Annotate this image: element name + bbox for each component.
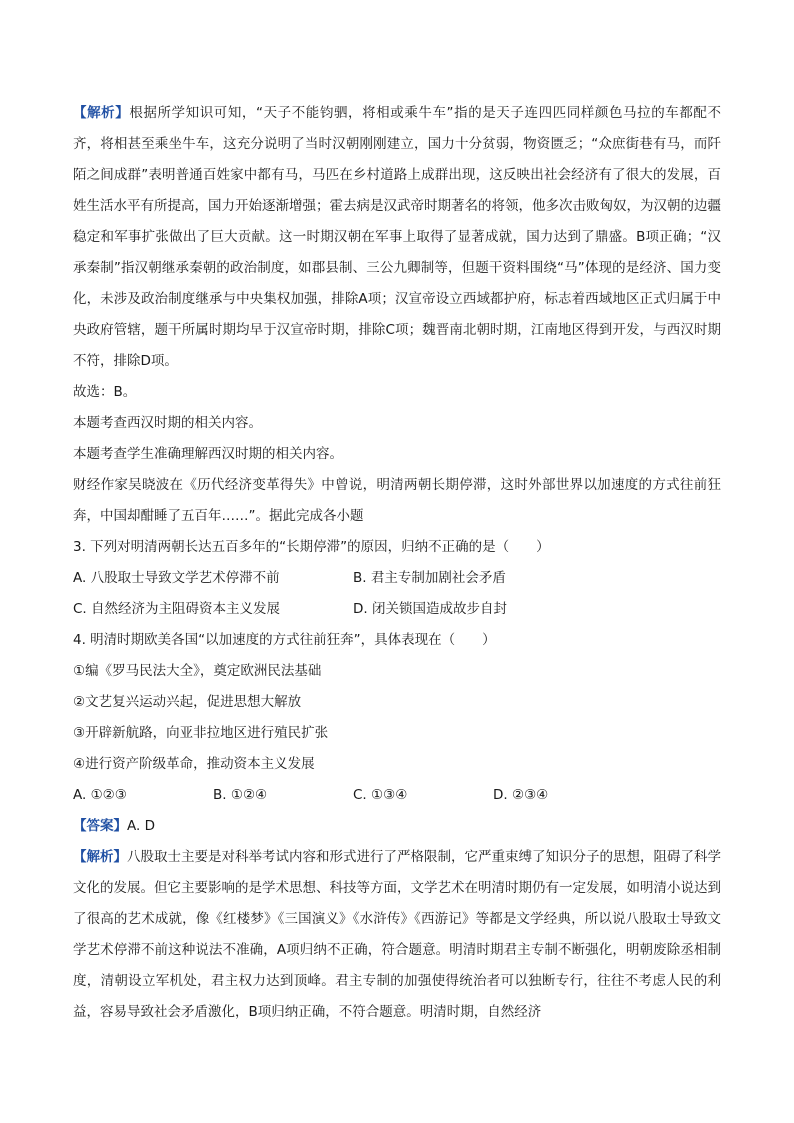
reading-passage: 财经作家吴晓波在《历代经济变革得失》中曾说，明清两朝长期停滞，这时外部世界以加速度的方式往前狂奔，中国却酣睡了五百年……”。据此完成各小题 — [73, 477, 721, 524]
question-4-item-1: ①编《罗马民法大全》，奠定欧洲民法基础 — [73, 663, 322, 679]
question-4-item-4: ④进行资产阶级革命，推动资本主义发展 — [73, 756, 315, 772]
question-4-option-b: B. ①②④ — [213, 787, 268, 803]
question-3-option-a: A. 八股取士导致文学艺术停滞不前 — [73, 570, 280, 586]
document-body — [73, 98, 721, 1028]
question-4-option-c: C. ①③④ — [353, 787, 408, 803]
analysis-paragraph-1 — [73, 98, 721, 377]
answer-line — [73, 811, 721, 842]
analysis-paragraph-2 — [73, 842, 721, 1028]
answer-tag: 【答案】 — [73, 818, 127, 834]
question-4-option-d: D. ②③④ — [493, 787, 549, 803]
question-3-option-c: C. 自然经济为主阻碍资本主义发展 — [73, 601, 281, 617]
analysis-tag-2: 【解析】 — [73, 849, 127, 865]
question-4-options-row — [73, 780, 721, 811]
question-4-item-3: ③开辟新航路，向亚非拉地区进行殖民扩张 — [73, 725, 329, 741]
question-3-option-d: D. 闭关锁国造成故步自封 — [353, 601, 507, 617]
choice-line: 故选：B。 — [73, 384, 137, 400]
question-3-options-row-1 — [73, 563, 721, 594]
question-4-item-2: ②文艺复兴运动兴起，促进思想大解放 — [73, 694, 302, 710]
question-4-option-a: A. ①②③ — [73, 787, 127, 803]
summary-line-1: 本题考查西汉时期的相关内容。 — [73, 415, 262, 431]
question-3-stem: 3. 下列对明清两朝长达五百多年的“长期停滞”的原因，归纳不正确的是（ ） — [73, 539, 550, 555]
question-3-option-b: B. 君主专制加剧社会矛盾 — [353, 570, 506, 586]
question-3-options-row-2 — [73, 594, 721, 625]
analysis-tag: 【解析】 — [73, 105, 130, 121]
analysis-text: 根据所学知识可知，“天子不能钧驷，将相或乘牛车”指的是天子连四匹同样颜色马拉的车都配不齐，将相甚至乘坐牛车，这充分说明了当时汉朝刚刚建立，国力十分贫弱，物资匮乏；“众庶街巷有马，而阡陌之间成群”表明普通百姓家中都有马，马匹在乡村道路上成群出现，这反映出社会经济有了很大的发展，百姓生活水平有所提高，国力开始逐渐增强；霍去病是汉武帝时期著名的将领，他多次击败匈奴，为汉朝的边疆稳定和军事扩张做出了巨大贡献。这一时期汉朝在军事上取得了显著成就，国力达到了鼎盛。B项正确；“汉承秦制”指汉朝继承秦朝的政治制度，如郡县制、三公九卿制等，但题干资料围绕“马”体现的是经济、国力变化，未涉及政治制度继承与中央集权加强，排除A项；汉宣帝设立西域都护府，标志着西域地区正式归属于中央政府管辖，题干所属时期均早于汉宣帝时期，排除C项；魏晋南北朝时期，江南地区得到开发，与西汉时期不符，排除D项。 — [73, 105, 721, 369]
summary-line-2: 本题考查学生准确理解西汉时期的相关内容。 — [73, 446, 343, 462]
analysis-text-2: 八股取士主要是对科举考试内容和形式进行了严格限制，它严重束缚了知识分子的思想，阻碍了科学文化的发展。但它主要影响的是学术思想、科技等方面，文学艺术在明清时期仍有一定发展，如明清小说达到了很高的艺术成就，像《红楼梦》《三国演义》《水浒传》《西游记》等都是文学经典，所以说八股取士导致文学艺术停滞不前这种说法不准确，A项归纳不正确，符合题意。明清时期君主专制不断强化，明朝废除丞相制度，清朝设立军机处，君主权力达到顶峰。君主专制的加强使得统治者可以独断专行，往往不考虑人民的利益，容易导致社会矛盾激化，B项归纳正确，不符合题意。明清时期，自然经济 — [73, 849, 721, 1020]
question-4-stem: 4. 明清时期欧美各国“以加速度的方式往前狂奔”，具体表现在（ ） — [73, 632, 496, 648]
answer-text: A. D — [127, 818, 155, 834]
